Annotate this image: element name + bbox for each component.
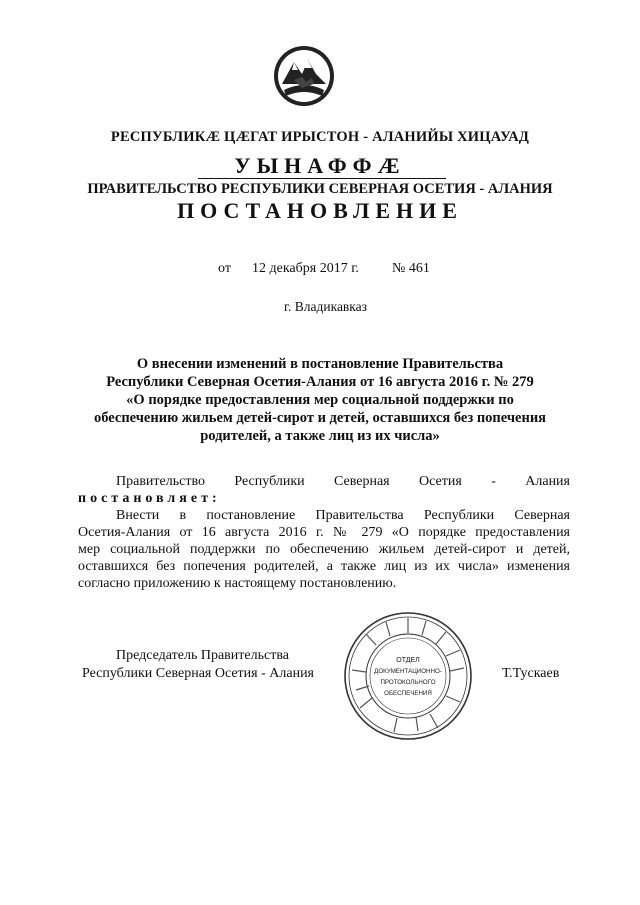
document-title [60,355,580,445]
stamp-text: ПРОТОКОЛЬНОГО [380,679,436,686]
title-line: Республики Северная Осетия-Алания от 16 августа 2016 г. № 279 [106,374,534,390]
stamp-text: ОБЕСПЕЧЕНИЯ [384,690,432,697]
body-line: Осетия-Алания от 16 августа 2016 г. № 279 «О порядке предоставления [78,525,570,540]
ossetian-decree-word: УЫНАФФÆ [234,153,406,178]
body-intro: Правительство Республики Северная Осетия - Алания [116,474,570,489]
stamp-text: ОТДЕЛ [396,657,420,664]
signatory-position-line2: Республики Северная Осетия - Алания [82,666,314,681]
document-body [78,474,570,604]
body-line: мер социальной поддержки по обеспечению жильем детей-сирот и детей, [78,542,570,557]
coat-of-arms-icon [272,44,336,108]
body-line: Внести в постановление Правительства Республики Северная [116,508,570,523]
title-line: родителей, а также лиц из их числа» [200,428,440,444]
russian-government-name: ПРАВИТЕЛЬСТВО РЕСПУБЛИКИ СЕВЕРНАЯ ОСЕТИЯ - АЛАНИЯ [87,181,553,197]
ossetian-government-name: РЕСПУБЛИКÆ ЦÆГАТ ИРЫСТОН - АЛАНИЙЫ ХИЦАУАД [110,129,530,145]
city: г. Владикавказ [284,299,367,314]
title-line: «О порядке предоставления мер социальной поддержки по [126,392,514,408]
signatory-name: Т.Тускаев [502,666,560,681]
signatory-position-line1: Председатель Правительства [116,648,289,663]
decree-date: 12 декабря 2017 г. [252,261,359,276]
dateline-from: от [218,261,231,276]
decree-number: № 461 [392,261,430,276]
title-line: обеспечению жильем детей-сирот и детей, оставшихся без попечения [93,410,547,426]
russian-decree-word: ПОСТАНОВЛЕНИЕ [177,198,463,223]
official-stamp [342,610,474,742]
header-divider [198,178,446,179]
body-line: согласно приложению к настоящему постановлению. [78,576,397,591]
body-decrees: постановляет: [78,491,221,506]
stamp-text: ДОКУМЕНТАЦИОННО- [374,668,442,675]
body-line: оставшихся без попечения родителей, а также лиц из их числа» изменения [78,559,570,574]
title-line: О внесении изменений в постановление Правительства [136,356,504,372]
